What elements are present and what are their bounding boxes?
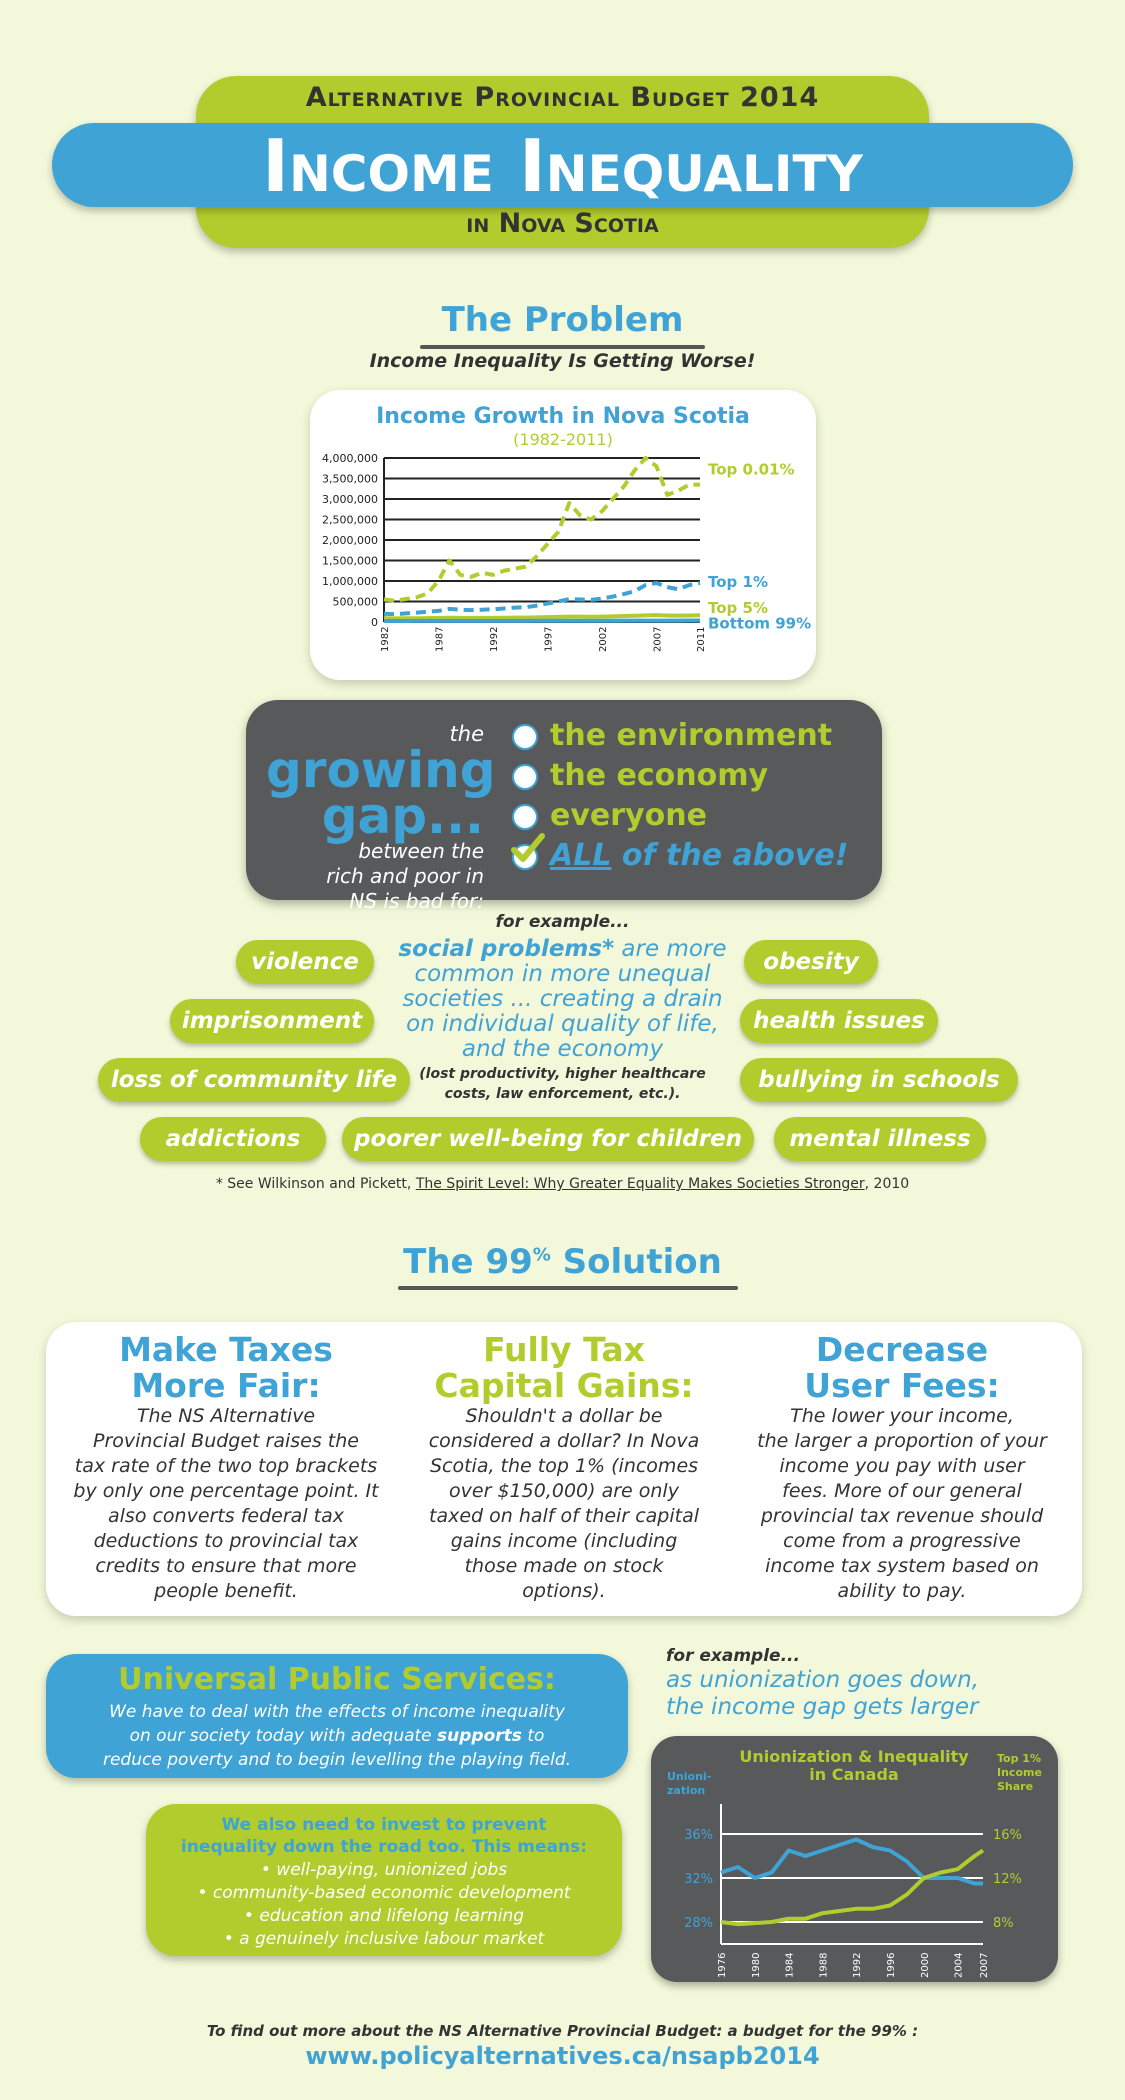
pill-imprisonment: imprisonment: [170, 999, 374, 1043]
body-line: over $150,000) are only: [449, 1480, 679, 1502]
body-line: Scotia, the top 1% (incomes: [429, 1455, 699, 1477]
col-capital-title1: Fully Tax: [483, 1330, 645, 1369]
left-tick-label: 32%: [684, 1872, 713, 1887]
pill-loss-of-community: loss of community life: [98, 1058, 410, 1102]
invest-heading: [146, 1814, 622, 1858]
solution-col-capital: [400, 1332, 728, 1604]
x-tick-label: 2004: [953, 1952, 965, 1978]
body-line: fees. More of our general: [782, 1480, 1022, 1502]
series-line: [721, 1840, 983, 1884]
union-chart: [651, 1736, 1058, 1982]
union-intro-line1: as unionization goes down,: [666, 1667, 979, 1693]
body-line: provincial tax revenue should: [760, 1505, 1044, 1527]
x-tick-label: 2002: [597, 626, 609, 652]
problem-title-rule: [420, 345, 705, 349]
body-line: the larger a proportion of your: [757, 1430, 1047, 1452]
body-line: Provincial Budget raises the: [93, 1430, 359, 1452]
citation: [100, 1176, 1025, 1192]
solution-card: [46, 1322, 1082, 1616]
x-tick-label: 1997: [543, 626, 555, 652]
right-axis-label: Top 1%: [997, 1752, 1041, 1765]
body-line: income you pay with user: [779, 1455, 1025, 1477]
option-all-underlined: ALL: [550, 838, 612, 873]
right-axis-label: Share: [997, 1780, 1034, 1793]
ups-line3: reduce poverty and to begin levelling the playing field.: [102, 1750, 572, 1770]
pill-obesity: obesity: [744, 940, 878, 984]
header-top-title: Alternative Provincial Budget 2014: [305, 82, 820, 113]
x-tick-label: 2011: [696, 626, 707, 652]
pill-violence: violence: [236, 940, 374, 984]
col-taxes-title2: More Fair:: [131, 1366, 321, 1405]
pill-poorer-well-being: poorer well-being for children: [342, 1117, 754, 1161]
y-tick-label: 2,500,000: [322, 513, 378, 527]
option-all-rest: of the above!: [611, 838, 849, 873]
right-tick-label: 8%: [993, 1916, 1014, 1931]
radio-economy[interactable]: [512, 764, 538, 790]
option-all: [550, 838, 848, 873]
income-chart: [310, 390, 816, 680]
body-line: tax rate of the two top brackets: [74, 1455, 378, 1477]
examples-for-example: for example...: [495, 912, 630, 932]
col-taxes-body: [62, 1404, 390, 1604]
radio-everyone[interactable]: [512, 804, 538, 830]
examples-lead-rest: are more: [614, 936, 727, 962]
body-line: The NS Alternative: [136, 1405, 316, 1427]
income-chart-subtitle: (1982-2011): [513, 430, 613, 449]
pill-health-issues: health issues: [740, 999, 938, 1043]
pill-bullying: bullying in schools: [740, 1058, 1018, 1102]
body-line: income tax system based on: [765, 1555, 1039, 1577]
x-tick-label: 1976: [717, 1952, 728, 1978]
gap-ns: NS is bad for:: [349, 889, 484, 913]
y-tick-label: 500,000: [332, 595, 378, 609]
option-economy: the economy: [550, 758, 769, 793]
x-tick-label: 2000: [919, 1952, 931, 1978]
y-tick-label: 1,500,000: [322, 554, 378, 568]
right-tick-label: 12%: [993, 1872, 1022, 1887]
ups-line2: [46, 1724, 628, 1748]
examples-line2: common in more unequal: [414, 961, 711, 987]
y-tick-label: 4,000,000: [322, 452, 378, 465]
header-main-title: Income Inequality: [262, 124, 863, 208]
problem-subtitle: Income Inequality Is Getting Worse!: [369, 350, 756, 372]
gap-the: the: [449, 722, 484, 746]
solution-col-fees: [738, 1332, 1066, 1604]
col-fees-body: [738, 1404, 1066, 1604]
pill-addictions: addictions: [140, 1117, 326, 1161]
gap-between: between the: [358, 839, 484, 863]
citation-pre: * See Wilkinson and Pickett,: [215, 1176, 416, 1192]
footer-text: To find out more about the NS Alternative Provincial Budget: a budget for the 99% :: [206, 2022, 919, 2040]
solution-title-sup: %: [532, 1244, 551, 1266]
left-tick-label: 36%: [684, 1828, 713, 1843]
col-capital-title2: Capital Gains:: [434, 1366, 694, 1405]
solution-col-taxes: [62, 1332, 390, 1604]
series-label: Top 0.01%: [708, 460, 795, 479]
ups-title: Universal Public Services:: [118, 1662, 556, 1697]
series-line: [384, 615, 700, 618]
x-tick-label: 1982: [380, 626, 391, 652]
examples-line5: and the economy: [461, 1036, 664, 1062]
y-tick-label: 1,000,000: [322, 575, 378, 588]
body-line: gains income (including: [450, 1530, 678, 1552]
body-line: also converts federal tax: [108, 1505, 344, 1527]
body-line: considered a dollar? In Nova: [428, 1430, 700, 1452]
left-axis-label: zation: [667, 1784, 706, 1797]
gap-growing: growing: [266, 741, 496, 799]
solution-title-post: Solution: [550, 1242, 722, 1282]
growing-gap-panel: [246, 700, 882, 913]
right-tick-label: 16%: [993, 1828, 1022, 1843]
union-chart-title: in Canada: [809, 1765, 899, 1784]
body-line: by only one percentage point. It: [73, 1480, 379, 1502]
option-everyone: everyone: [550, 798, 707, 833]
examples-small1: (lost productivity, higher healthcare: [419, 1066, 706, 1082]
checkmark-icon: [508, 832, 548, 866]
y-tick-label: 3,500,000: [322, 472, 378, 486]
y-tick-label: 0: [371, 616, 378, 629]
solution-title-rule: [398, 1286, 738, 1290]
ups-line2-bold: supports: [437, 1726, 522, 1746]
series-label: Top 5%: [708, 599, 768, 618]
x-tick-label: 1988: [818, 1952, 830, 1978]
body-line: come from a progressive: [783, 1530, 1021, 1552]
x-tick-label: 2007: [979, 1952, 990, 1978]
union-chart-title: Unionization & Inequality: [739, 1747, 969, 1766]
examples-line3: societies ... creating a drain: [402, 986, 723, 1012]
series-label: Top 1%: [708, 573, 768, 592]
invest-panel: [146, 1804, 622, 1956]
x-tick-label: 1992: [852, 1952, 864, 1978]
option-environment: the environment: [550, 718, 833, 753]
examples-line4: on individual quality of life,: [406, 1011, 719, 1037]
body-line: those made on stock: [464, 1555, 664, 1577]
ups-line2-pre: on our society today with adequate: [129, 1726, 438, 1746]
ups-line2-post: to: [521, 1726, 545, 1746]
col-taxes-title1: Make Taxes: [119, 1330, 333, 1369]
citation-title: The Spirit Level: Why Greater Equality Makes Societies Stronger: [415, 1176, 865, 1192]
invest-list: [146, 1859, 622, 1951]
col-capital-body: [400, 1404, 728, 1604]
problem-title: The Problem: [441, 300, 684, 340]
series-label: Bottom 99%: [708, 614, 812, 633]
gap-gap: gap...: [321, 787, 484, 845]
body-line: deductions to provincial tax: [93, 1530, 359, 1552]
x-tick-label: 1987: [434, 626, 446, 652]
invest-item: • a genuinely inclusive labour market: [223, 1929, 545, 1949]
x-tick-label: 1980: [750, 1952, 762, 1978]
y-tick-label: 2,000,000: [322, 534, 378, 547]
union-intro-line2: the income gap gets larger: [666, 1694, 979, 1720]
body-line: credits to ensure that more: [95, 1555, 357, 1577]
examples-small2: costs, law enforcement, etc.).: [444, 1086, 681, 1102]
ups-line1: We have to deal with the effects of income inequality: [109, 1702, 565, 1722]
income-chart-title: Income Growth in Nova Scotia: [376, 404, 750, 429]
solution-title: [360, 1242, 765, 1282]
gap-rich: rich and poor in: [326, 864, 484, 888]
examples-lead: [395, 937, 730, 962]
series-line: [721, 1851, 983, 1925]
body-line: options).: [522, 1580, 606, 1602]
invest-item: • community-based economic development: [197, 1883, 571, 1903]
left-axis-label: Unioni-: [667, 1770, 712, 1783]
y-tick-label: 3,000,000: [322, 493, 378, 506]
header-subtitle: in Nova Scotia: [466, 208, 659, 239]
x-tick-label: 1992: [488, 626, 500, 652]
citation-post: , 2010: [864, 1176, 910, 1192]
col-fees-title1: Decrease: [815, 1330, 989, 1369]
invest-heading1: We also need to invest to prevent: [221, 1815, 547, 1835]
body-line: ability to pay.: [837, 1580, 967, 1602]
body-line: people benefit.: [154, 1580, 298, 1602]
ups-panel: [46, 1654, 628, 1778]
examples-lead-bold: social problems*: [398, 936, 615, 962]
left-tick-label: 28%: [684, 1916, 713, 1931]
body-line: Shouldn't a dollar be: [465, 1405, 663, 1427]
body-line: taxed on half of their capital: [429, 1505, 699, 1527]
invest-item: • well-paying, unionized jobs: [260, 1860, 508, 1880]
footer-url[interactable]: www.policyalternatives.ca/nsapb2014: [305, 2042, 820, 2070]
union-for-example: for example...: [666, 1646, 800, 1666]
col-fees-title2: User Fees:: [804, 1366, 1000, 1405]
radio-environment[interactable]: [512, 724, 538, 750]
pill-mental-illness: mental illness: [774, 1117, 986, 1161]
invest-item: • education and lifelong learning: [243, 1906, 525, 1926]
x-tick-label: 1996: [886, 1952, 898, 1978]
x-tick-label: 2007: [652, 626, 664, 652]
right-axis-label: Income: [997, 1766, 1042, 1779]
body-line: The lower your income,: [790, 1405, 1014, 1427]
ups-body: [46, 1700, 628, 1772]
union-chart-panel: [651, 1736, 1058, 1982]
solution-title-pre: The 99: [403, 1242, 533, 1282]
x-tick-label: 1984: [784, 1952, 796, 1978]
income-chart-card: [310, 390, 816, 680]
invest-heading2: inequality down the road too. This means:: [180, 1837, 588, 1857]
